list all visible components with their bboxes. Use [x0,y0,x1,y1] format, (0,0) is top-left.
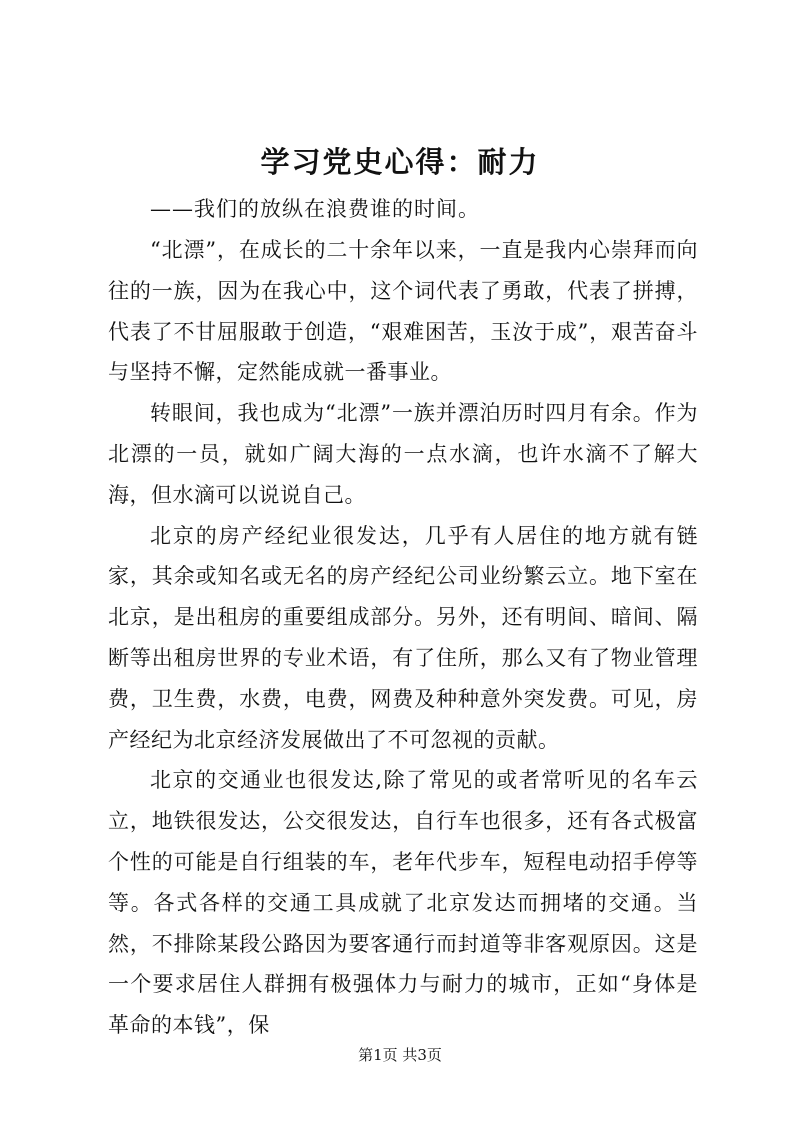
paragraph: 北京的房产经纪业很发达，几乎有人居住的地方就有链家，其余或知名或无名的房产经纪公司业纷繁云立。地下室在北京，是出租房的重要组成部分。另外，还有明间、暗间、隔断等出租房世界的专业术语，有了住所，那么又有了物业管理费，卫生费，水费，电费，网费及种种意外突发费。可见，房产经纪为北京经济发展做出了不可忽视的贡献。 [108,523,698,752]
document-title: 学习党史心得：耐力 [260,145,540,179]
page-footer: 第1页 共3页 [358,1046,442,1064]
paragraph: 转眼间，我也成为“北漂”一族并漂泊历时四月有余。作为北漂的一员，就如广阔大海的一点水滴，也许水滴不了解大海，但水滴可以说说自己。 [108,401,698,507]
document-subtitle: ——我们的放纵在浪费谁的时间。 [150,197,480,221]
paragraph: “北漂”，在成长的二十余年以来，一直是我内心崇拜而向往的一族，因为在我心中，这个词代表了勇敢，代表了拼搏，代表了不甘屈服敢于创造，“艰难困苦，玉汝于成”，艰苦奋斗与坚持不懈，定然能成就一番事业。 [108,238,698,385]
paragraph: 北京的交通业也很发达,除了常见的或者常听见的名车云立，地铁很发达，公交很发达，自行车也很多，还有各式极富个性的可能是自行组装的车，老年代步车，短程电动招手停等等。各式各样的交通工具成就了北京发达而拥堵的交通。当然，不排除某段公路因为要客通行而封道等非客观原因。这是一个要求居住人群拥有极强体力与耐力的城市，正如“身体是革命的本钱”，保 [108,768,698,1038]
document-body [108,230,698,1046]
